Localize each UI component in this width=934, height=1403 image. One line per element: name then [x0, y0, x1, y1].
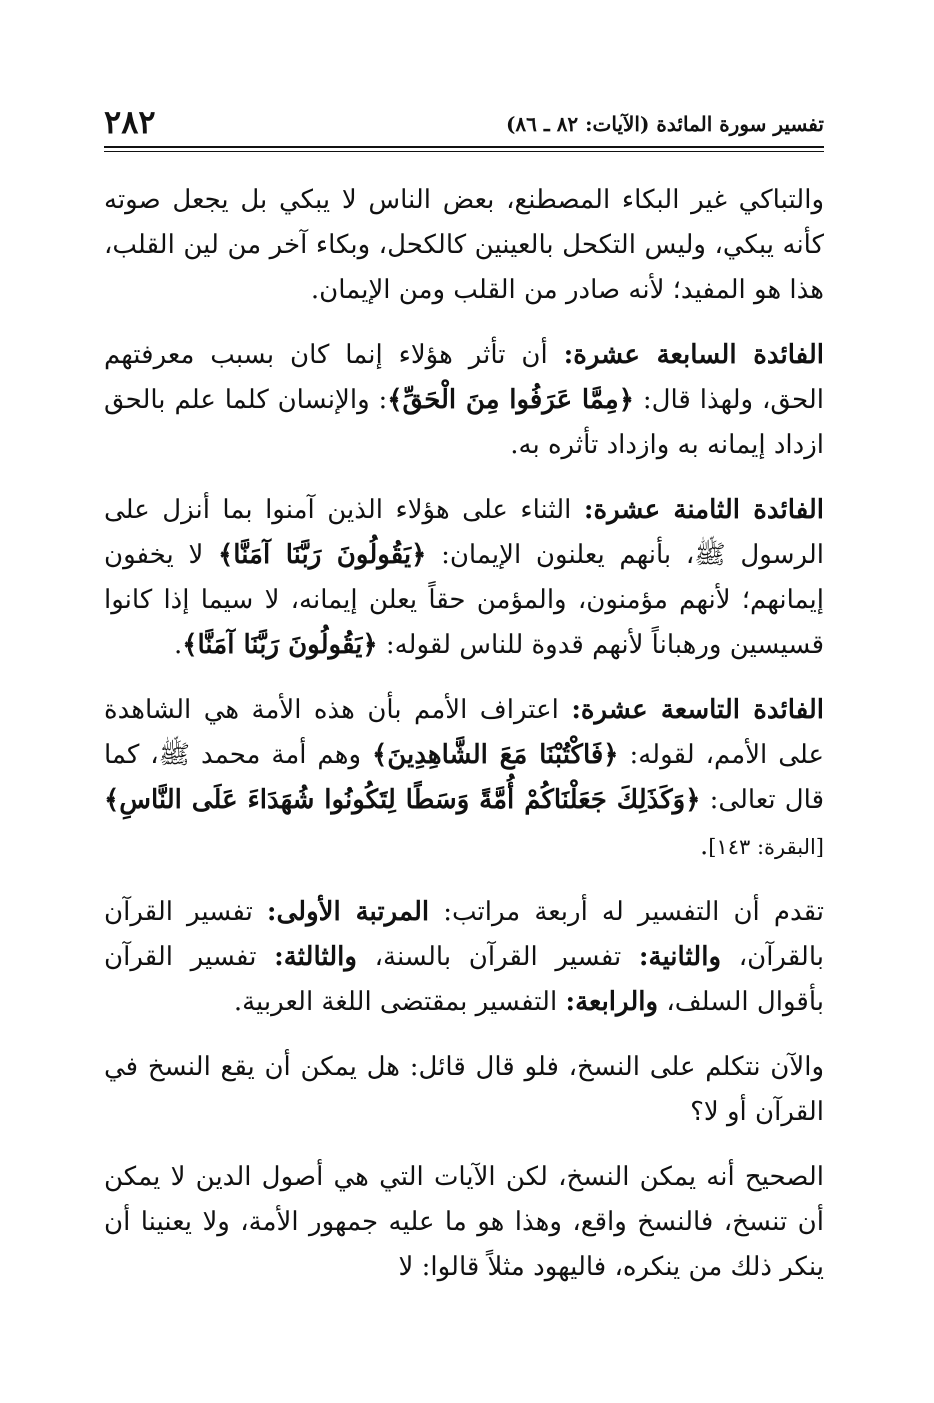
quran-verse: ﴿فَاكْتُبْنَا مَعَ الشَّاهِدِينَ﴾ — [371, 740, 619, 770]
quran-verse: ﴿مِمَّا عَرَفُوا مِنَ الْحَقِّ﴾ — [387, 385, 634, 415]
paragraph-benefit-17 — [104, 333, 824, 468]
tafsir-text-2: تفسير القرآن بالقرآن، — [104, 897, 825, 972]
verse-reference: [البقرة: ١٤٣] — [708, 835, 824, 859]
benefit-18-text-3: . — [174, 630, 183, 660]
tafsir-text-5: التفسير بمقتضى اللغة العربية. — [233, 987, 566, 1017]
paragraph-abrogation-answer: الصحيح أنه يمكن النسخ، لكن الآيات التي هي أصول الدين لا يمكن أن تنسخ، فالنسخ واقع، وهذا هو ما عليه جمهور الأمة، ولا يعنينا أن ينكر ذلك من ينكره، فاليهود مثلاً قالوا: لا — [104, 1162, 824, 1282]
benefit-18-text-2: لا يخفون إيمانهم؛ لأنهم مؤمنون، والمؤمن حقاً يعلن إيمانه، لا سيما إذا كانوا قسيسين ورهباناً لأنهم قدوة للناس لقوله: — [104, 540, 824, 660]
benefit-18-text-1: الثناء على هؤلاء الذين آمنوا بما أنزل على الرسول ﷺ، بأنهم يعلنون الإيمان: — [104, 495, 824, 570]
benefit-19-text-2: وهم أمة محمد ﷺ، كما قال تعالى: — [104, 740, 824, 815]
header-rule-thin — [104, 151, 824, 152]
header-rule — [104, 146, 824, 148]
quran-verse: ﴿يَقُولُونَ رَبَّنَا آمَنَّا﴾ — [182, 630, 378, 660]
benefit-17-text-2: : والإنسان كلما علم بالحق ازداد إيمانه به وازداد تأثره به. — [104, 385, 824, 460]
benefit-18-heading: الفائدة الثامنة عشرة: — [583, 495, 824, 525]
running-title: تفسير سورة المائدة (الآيات: ٨٢ ـ ٨٦) — [505, 112, 824, 136]
paragraph-benefit-18 — [104, 488, 824, 668]
benefit-17-text-1: أن تأثر هؤلاء إنما كان بسبب معرفتهم الحق، ولهذا قال: — [104, 340, 824, 415]
level-first-label: المرتبة الأولى: — [266, 897, 430, 927]
paragraph-weeping: والتباكي غير البكاء المصطنع، بعض الناس لا يبكي بل يجعل صوته كأنه يبكي، وليس التكحل بالعينين كالكحل، وبكاء آخر من لين القلب، هذا هو المفيد؛ لأنه صادر من القلب ومن الإيمان. — [104, 185, 824, 305]
quran-verse: ﴿وَكَذَلِكَ جَعَلْنَاكُمْ أُمَّةً وَسَطًا لِتَكُونُوا شُهَدَاءَ عَلَى النَّاسِ﴾ — [104, 785, 701, 815]
paragraph-abrogation-question: والآن نتكلم على النسخ، فلو قال قائل: هل يمكن أن يقع النسخ في القرآن أو لا؟ — [104, 1052, 824, 1127]
benefit-17-heading: الفائدة السابعة عشرة: — [563, 340, 824, 370]
tafsir-text-3: تفسير القرآن بالسنة، — [356, 942, 639, 972]
level-second-label: والثانية: — [638, 942, 722, 972]
tafsir-text-4: تفسير القرآن بأقوال السلف، — [104, 942, 824, 1017]
level-fourth-label: والرابعة: — [565, 987, 659, 1017]
benefit-19-heading: الفائدة التاسعة عشرة: — [571, 695, 824, 725]
benefit-19-text-1: اعتراف الأمم بأن هذه الأمة هي الشاهدة على الأمم، لقوله: — [104, 695, 824, 770]
quran-verse: ﴿يَقُولُونَ رَبَّنَا آمَنَّا﴾ — [218, 540, 427, 570]
page-header — [104, 98, 824, 140]
tafsir-text-1: تقدم أن التفسير له أربعة مراتب: — [429, 897, 824, 927]
level-third-label: والثالثة: — [274, 942, 357, 972]
benefit-19-text-3: . — [699, 831, 709, 861]
page-body — [104, 178, 824, 1310]
page-number: ٢٨٢ — [104, 103, 156, 141]
paragraph-tafsir-levels — [104, 890, 824, 1025]
paragraph-benefit-19 — [104, 688, 824, 870]
